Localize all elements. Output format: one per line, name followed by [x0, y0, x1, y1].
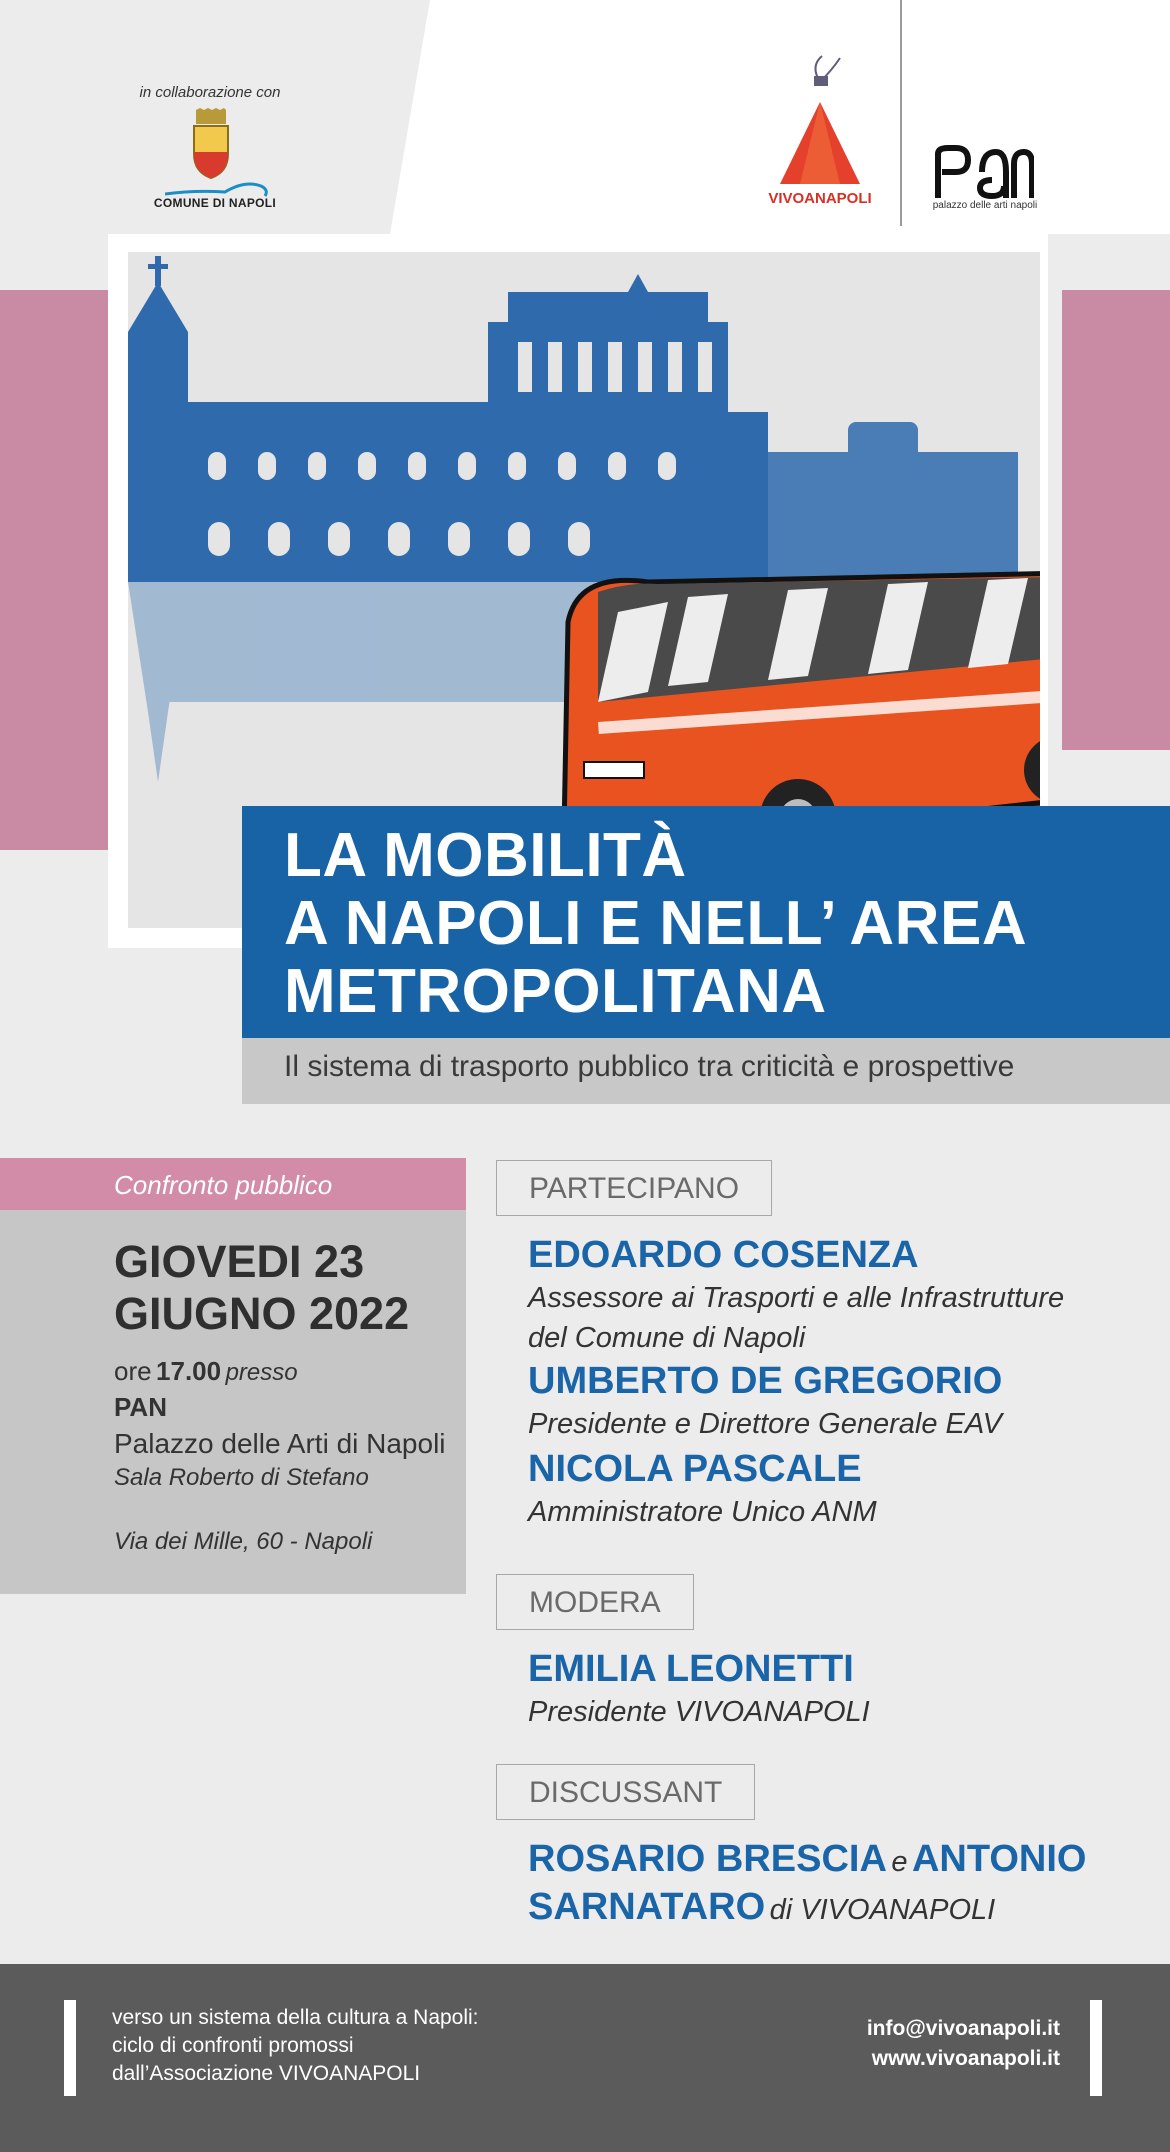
speaker-name-3: NICOLA PASCALE [528, 1448, 862, 1490]
modera-tag: MODERA [496, 1574, 694, 1630]
discussant-tag: DISCUSSANT [496, 1764, 755, 1820]
event-type-label: Confronto pubblico [114, 1170, 333, 1200]
discussant-line-2 [528, 1886, 995, 1930]
footer-email-link[interactable]: info@vivoanapoli.it [866, 2017, 1060, 2040]
pan-logo-subtitle: palazzo delle arti napoli [932, 200, 1038, 211]
speaker-role-1b: del Comune di Napoli [528, 1322, 806, 1354]
page-subtitle: Il sistema di trasporto pubblico tra criticità e prospettive [284, 1050, 1015, 1083]
discussant-name-1: ROSARIO BRESCIA [528, 1838, 887, 1880]
footer-bar-left [64, 2000, 76, 2096]
comune-logo-text: COMUNE DI NAPOLI [153, 196, 277, 210]
discussant-suffix: di VIVOANAPOLI [769, 1894, 996, 1926]
speaker-name-2: UMBERTO DE GREGORIO [528, 1360, 1003, 1402]
footer-line-1: verso un sistema della cultura a Napoli: [112, 2006, 479, 2029]
comune-crest-icon [186, 108, 236, 180]
vivoanapoli-logo-text: VIVOANAPOLI [768, 190, 872, 207]
pan-logo-icon [934, 144, 1034, 200]
speaker-role-2: Presidente e Direttore Generale EAV [528, 1408, 1002, 1440]
venue-address: Via dei Mille, 60 - Napoli [114, 1528, 373, 1555]
moderator-role: Presidente VIVOANAPOLI [528, 1696, 870, 1728]
footer-contacts [760, 2014, 1060, 2074]
footer-line-2: ciclo di confronti promossi [112, 2034, 354, 2057]
event-date-line-2: GIUGNO 2022 [114, 1288, 410, 1339]
title-line-1: LA MOBILITÀ [284, 821, 687, 890]
event-time [114, 1356, 298, 1387]
time-value: 17.00 [156, 1356, 222, 1386]
discussant-name-2a: ANTONIO [911, 1838, 1087, 1880]
discussant-line-1 [528, 1838, 1087, 1882]
footer-bar-right [1090, 2000, 1102, 2096]
speaker-role-3: Amministratore Unico ANM [528, 1496, 877, 1528]
page-title [284, 822, 1144, 1026]
pink-side-bar-left [0, 290, 110, 850]
footer-line-3: dall’Associazione VIVOANAPOLI [112, 2062, 421, 2085]
venue-name: Palazzo delle Arti di Napoli [114, 1428, 446, 1459]
time-suffix: presso [225, 1359, 298, 1386]
speaker-name-1: EDOARDO COSENZA [528, 1234, 919, 1276]
partecipano-tag: PARTECIPANO [496, 1160, 772, 1216]
footer-description [112, 2004, 479, 2088]
pink-side-bar-right [1062, 290, 1170, 750]
time-prefix: ore [114, 1356, 152, 1386]
event-date [114, 1236, 409, 1340]
speaker-role-1a: Assessore ai Trasporti e alle Infrastrutture [528, 1282, 1065, 1314]
event-date-line-1: GIOVEDI 23 [114, 1236, 365, 1287]
footer-website-link[interactable]: www.vivoanapoli.it [871, 2047, 1060, 2070]
moderator-name: EMILIA LEONETTI [528, 1648, 854, 1690]
title-line-2: A NAPOLI E NELL’ AREA [284, 889, 1028, 958]
header-divider [900, 0, 902, 226]
vivoanapoli-logo-icon [770, 52, 870, 188]
collaboration-label: in collaborazione con [139, 84, 281, 101]
discussant-name-2b: SARNATARO [528, 1886, 766, 1928]
title-line-3: METROPOLITANA [284, 957, 827, 1026]
venue-short: PAN [114, 1392, 167, 1422]
discussant-joiner: e [891, 1846, 908, 1878]
venue-room: Sala Roberto di Stefano [114, 1464, 369, 1491]
comune-wave-icon [165, 176, 275, 198]
